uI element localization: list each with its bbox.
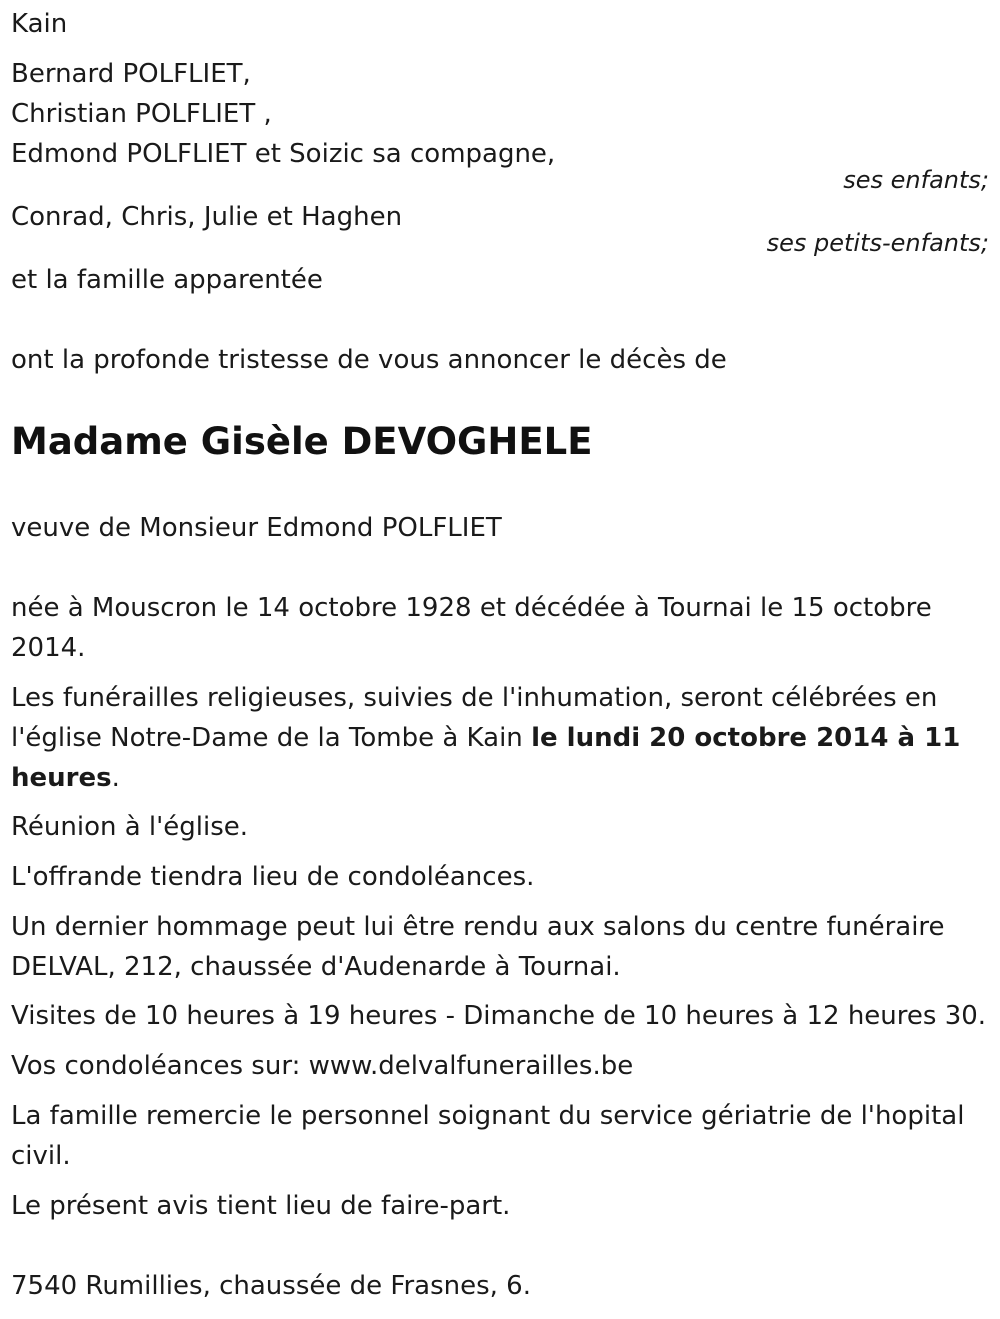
grandchildren-names: Conrad, Chris, Julie et Haghen <box>11 202 403 232</box>
child-name-1: Bernard POLFLIET, <box>11 59 251 89</box>
offering-notice: L'offrande tiendra lieu de condoléances. <box>11 862 535 892</box>
birth-death-paragraph: née à Mouscron le 14 octobre 1928 et décédée à Tournai le 15 octobre 2014. <box>11 593 932 663</box>
spouse-line: veuve de Monsieur Edmond POLFLIET <box>11 513 502 543</box>
faire-part-notice: Le présent avis tient lieu de faire-part. <box>11 1191 511 1221</box>
funeral-end: . <box>111 763 120 793</box>
child-name-2: Christian POLFLIET , <box>11 99 272 129</box>
relatives-line: et la famille apparentée <box>11 265 323 295</box>
condolences-notice: Vos condoléances sur: www.delvalfunerailles.be <box>11 1051 634 1081</box>
funeral-intro: Les funérailles religieuses, suivies de l'inhumation, seront célébrées en l'église Notre-Dame de la Tombe à Kain <box>11 683 938 753</box>
visits-notice: Visites de 10 heures à 19 heures - Dimanche de 10 heures à 12 heures 30. <box>11 1001 987 1031</box>
children-role: ses enfants; <box>843 166 989 194</box>
thanks-paragraph: La famille remercie le personnel soignant du service gériatrie de l'hopital civil. <box>11 1101 965 1171</box>
tribute-paragraph: Un dernier hommage peut lui être rendu aux salons du centre funéraire DELVAL, 212, chaussée d'Audenarde à Tournai. <box>11 912 945 982</box>
funeral-date: le lundi 20 octobre 2014 à 11 heures <box>11 723 961 793</box>
funeral-paragraph <box>11 678 971 798</box>
place-line: Kain <box>11 9 68 39</box>
deceased-name: Madame Gisèle DEVOGHELE <box>11 420 593 463</box>
address-line: 7540 Rumillies, chaussée de Frasnes, 6. <box>11 1271 531 1301</box>
announcement-line: ont la profonde tristesse de vous annoncer le décès de <box>11 345 727 375</box>
grandchildren-role: ses petits-enfants; <box>766 229 989 257</box>
meeting-notice: Réunion à l'église. <box>11 812 249 842</box>
child-name-3: Edmond POLFLIET et Soizic sa compagne, <box>11 139 556 169</box>
